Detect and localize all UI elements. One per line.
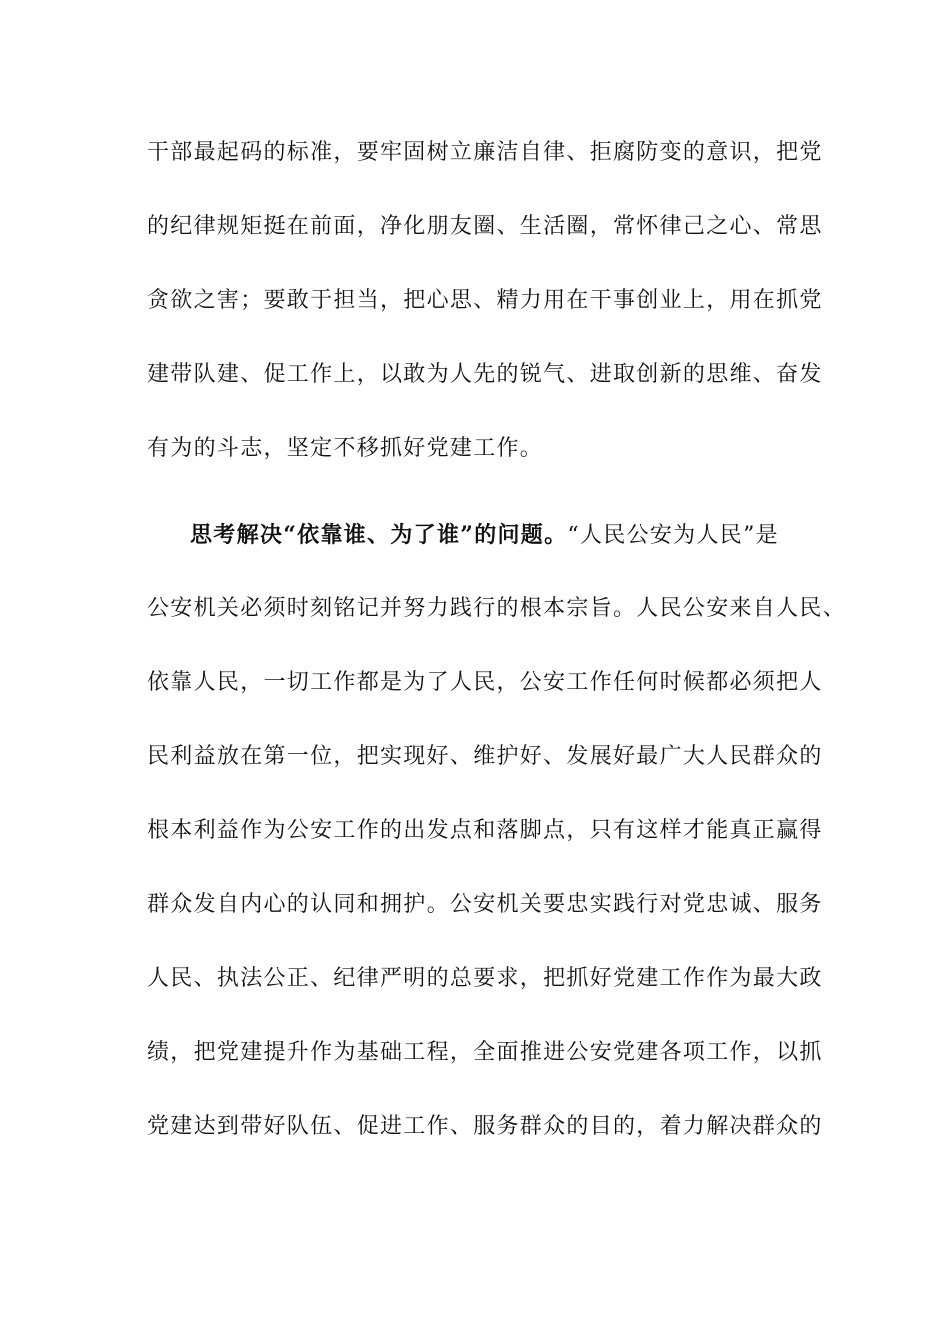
paragraph-2-line-7: 人民、执法公正、纪律严明的总要求，把抓好党建工作作为最大政 bbox=[147, 966, 823, 991]
paragraph-2-heading: 思考解决“依靠谁、为了谁”的问题。 bbox=[190, 522, 568, 548]
paragraph-2-first-line bbox=[190, 520, 779, 551]
paragraph-2-line-2: 公安机关必须时刻铭记并努力践行的根本宗旨。人民公安来自人民、 bbox=[147, 596, 847, 621]
paragraph-1-line-5: 有为的斗志，坚定不移抓好党建工作。 bbox=[147, 436, 544, 461]
paragraph-1-line-2: 的纪律规矩挺在前面，净化朋友圈、生活圈，常怀律己之心、常思 bbox=[147, 214, 823, 239]
paragraph-1-line-1: 干部最起码的标准，要牢固树立廉洁自律、拒腐防变的意识，把党 bbox=[147, 140, 823, 165]
paragraph-2-line-8: 绩，把党建提升作为基础工程，全面推进公安党建各项工作，以抓 bbox=[147, 1040, 823, 1065]
paragraph-2-line-6: 群众发自内心的认同和拥护。公安机关要忠实践行对党忠诚、服务 bbox=[147, 892, 823, 917]
paragraph-2-line-9: 党建达到带好队伍、促进工作、服务群众的目的，着力解决群众的 bbox=[147, 1114, 823, 1139]
paragraph-1-line-4: 建带队建、促工作上，以敢为人先的锐气、进取创新的思维、奋发 bbox=[147, 362, 823, 387]
paragraph-2-first-line-rest: “人民公安为人民”是 bbox=[567, 523, 779, 548]
paragraph-2-line-5: 根本利益作为公安工作的出发点和落脚点，只有这样才能真正赢得 bbox=[147, 818, 823, 843]
paragraph-2-line-3: 依靠人民，一切工作都是为了人民，公安工作任何时候都必须把人 bbox=[147, 670, 823, 695]
paragraph-2-line-4: 民利益放在第一位，把实现好、维护好、发展好最广大人民群众的 bbox=[147, 744, 823, 769]
paragraph-1-line-3: 贪欲之害；要敢于担当，把心思、精力用在干事创业上，用在抓党 bbox=[147, 288, 823, 313]
